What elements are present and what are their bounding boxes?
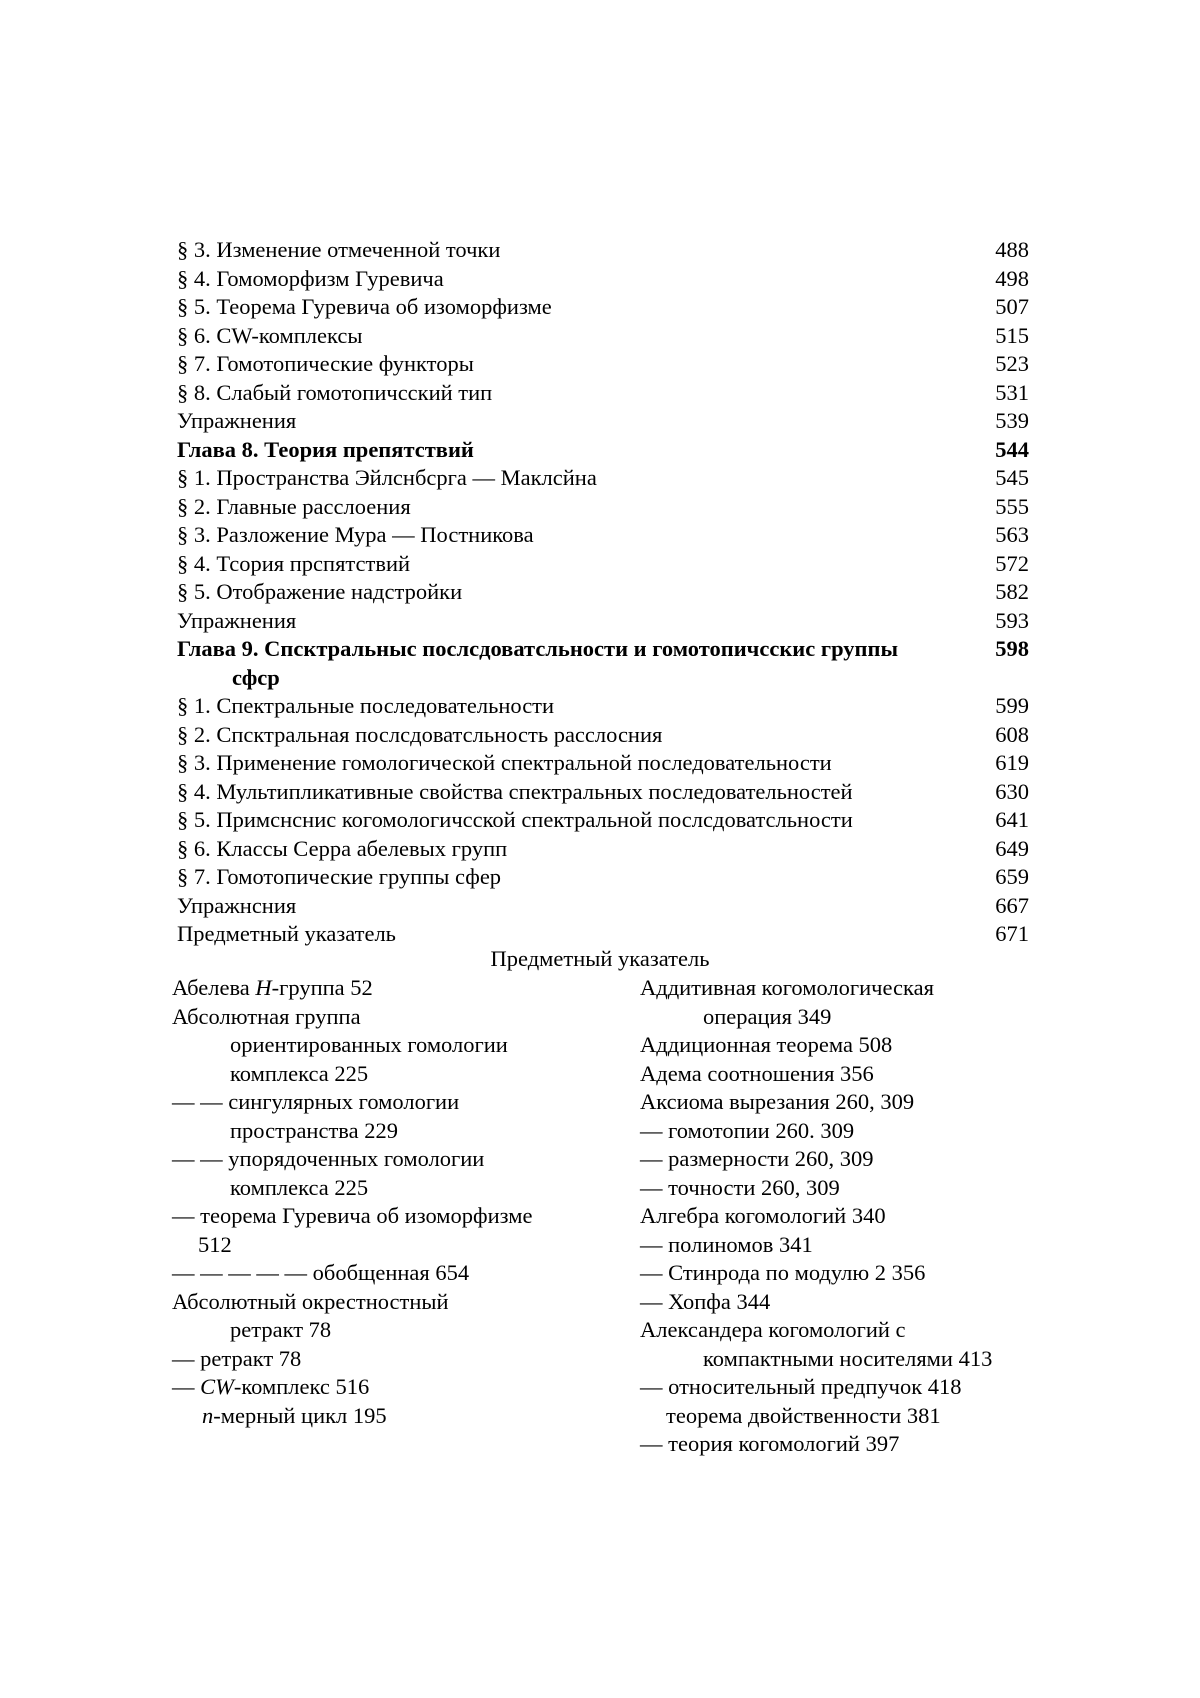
index-entry: операция 349 (703, 1003, 832, 1029)
toc-entry (177, 721, 1029, 750)
toc-entry-title (177, 436, 474, 465)
toc-entry-title (177, 578, 462, 607)
toc-entry-title-text: § 1. Пространства Эйлснбсрга — Маклсйна (177, 465, 597, 490)
toc-entry-title (177, 407, 296, 436)
index-entry: — — сингулярных гомологии (172, 1089, 460, 1114)
toc-entry (177, 265, 1029, 294)
toc-entry-page: 555 (995, 493, 1029, 519)
index-entry-italic: n (202, 1402, 214, 1428)
index-entry: — гомотопии 260. 309 (640, 1117, 855, 1143)
toc-entry-page: 582 (995, 579, 1029, 604)
toc-entry-title (177, 721, 662, 750)
index-entry: — ретракт 78 (172, 1345, 302, 1371)
toc-entry-title-text: § 4. Гомоморфизм Гуревича (177, 265, 444, 291)
toc-entry-title-text: § 5. Отображение надстройки (177, 579, 463, 604)
toc-entry (177, 607, 1029, 636)
index-entry: Абсолютный окрестностный (172, 1288, 449, 1314)
toc-entry-title-text: Глава 8. Теория препятствий (177, 436, 474, 462)
toc-entry-title (177, 265, 444, 294)
toc-entry (177, 550, 1029, 579)
index-heading: Предметный указатель (490, 946, 710, 971)
index-column-left (172, 974, 612, 1430)
index-entry: — Стинрода по модулю 2 356 (640, 1260, 926, 1285)
toc-entry-title (177, 607, 296, 636)
index-entry (172, 1402, 612, 1431)
toc-entry-title (177, 521, 534, 550)
toc-entry-page: 649 (995, 835, 1029, 861)
toc-entry-page: 641 (995, 807, 1029, 832)
toc-entry-title-text: § 6. CW-комплексы (177, 322, 363, 348)
index-entry: — полиномов 341 (640, 1231, 813, 1257)
toc-entry-page: 667 (995, 892, 1029, 918)
toc-entry (177, 379, 1029, 408)
table-of-contents (177, 236, 1029, 949)
index-entry: — теорема Гуревича об изоморфизме (172, 1203, 533, 1228)
toc-entry (177, 892, 1029, 921)
index-entry: комплекса 225 (230, 1174, 369, 1200)
toc-entry-title-text: Глава 9. Спсктральныс послсдоватсльности и гомотопичсскис группы (177, 636, 899, 661)
toc-entry-title (177, 350, 474, 379)
toc-entry-page: 515 (995, 322, 1029, 348)
toc-entry-page: 507 (995, 294, 1029, 319)
index-entry-suffix: -комплекс 516 (233, 1374, 370, 1399)
toc-entry-title (177, 778, 853, 807)
index-entry: теорема двойственности 381 (666, 1402, 941, 1428)
index-column-right (640, 974, 1060, 1459)
index-entry: Адема соотношения 356 (640, 1060, 874, 1086)
toc-entry-page: 619 (995, 750, 1029, 775)
toc-entry-page: 563 (995, 522, 1029, 547)
toc-entry-title (177, 692, 554, 721)
toc-entry-title-text: § 3. Применение гомологической спектральной последовательности (177, 750, 832, 775)
index-entry: — — — — — обобщенная 654 (172, 1260, 470, 1285)
toc-entry (177, 635, 1029, 692)
index-entry-suffix: -группа 52 (271, 975, 373, 1000)
toc-entry-title-text: § 8. Слабый гомотопичсский тип (177, 379, 493, 405)
toc-entry-page: 531 (995, 379, 1029, 405)
index-entry: ориентированных гомологии (230, 1032, 508, 1057)
index-entry-italic: CW (200, 1374, 234, 1399)
toc-entry-page: 593 (995, 607, 1029, 633)
toc-entry (177, 293, 1029, 322)
toc-entry (177, 521, 1029, 550)
toc-entry-title (177, 550, 410, 579)
toc-entry-page: 545 (995, 465, 1029, 490)
toc-entry-title (177, 863, 501, 892)
index-entry: Александера когомологий с (640, 1317, 906, 1342)
toc-entry-title (177, 835, 507, 864)
toc-entry-page: 572 (995, 550, 1029, 576)
toc-entry (177, 692, 1029, 721)
toc-entry-page: 599 (995, 693, 1029, 718)
index-entry: — теория когомологий 397 (640, 1431, 900, 1456)
index-entry: — Хопфа 344 (640, 1288, 771, 1314)
toc-entry (177, 778, 1029, 807)
toc-entry (177, 464, 1029, 493)
index-entry: Алгебра когомологий 340 (640, 1203, 886, 1228)
toc-entry-page: 488 (995, 237, 1029, 262)
toc-entry-title-text: § 5. Теорема Гуревича об изоморфизме (177, 294, 552, 319)
toc-entry-title-text: Упражнения (177, 408, 297, 433)
index-entry (172, 974, 612, 1003)
toc-entry-title-text: § 4. Тсория прспятствий (177, 550, 411, 576)
toc-entry-title (177, 635, 898, 692)
toc-entry-page: 523 (995, 351, 1029, 376)
index-entry: комплекса 225 (230, 1060, 369, 1086)
toc-entry (177, 236, 1029, 265)
index-entry: компактными носителями 413 (703, 1345, 993, 1371)
index-entry: — относительный предпучок 418 (640, 1374, 962, 1399)
toc-entry-page: 608 (995, 721, 1029, 747)
toc-entry-title-text: § 6. Классы Серра абелевых групп (177, 835, 508, 861)
toc-entry-title (177, 749, 832, 778)
toc-entry-page: 630 (995, 778, 1029, 804)
toc-entry-page: 544 (995, 436, 1029, 462)
toc-entry (177, 322, 1029, 351)
toc-entry (177, 436, 1029, 465)
toc-entry-title-text: § 2. Спсктральная послсдоватсльность расслосния (177, 721, 663, 747)
index-entry: Аддиционная теорема 508 (640, 1032, 893, 1057)
toc-entry-title-text: Предметный указатель (177, 921, 396, 946)
toc-entry-title-text: § 1. Спектральные последовательности (177, 693, 555, 718)
toc-entry-title-text: Упражнения (177, 607, 297, 633)
index-entry: пространства 229 (230, 1117, 398, 1143)
toc-entry (177, 578, 1029, 607)
index-entry-suffix: -мерный цикл 195 (213, 1402, 387, 1428)
toc-entry-title-text: § 4. Мультипликативные свойства спектральных последовательностей (177, 778, 853, 804)
index-entry-prefix: Абелева (172, 975, 256, 1000)
toc-entry-title-continuation: сфср (232, 664, 280, 690)
toc-entry-title-text: § 3. Изменение отмеченной точки (177, 237, 501, 262)
toc-entry-title (177, 379, 492, 408)
toc-entry-title-text: § 2. Главные расслоения (177, 493, 411, 519)
index-entry: Аксиома вырезания 260, 309 (640, 1089, 915, 1114)
index-entry-prefix: — (172, 1374, 201, 1399)
toc-entry-title (177, 464, 597, 493)
toc-entry (177, 407, 1029, 436)
toc-entry-title-text: § 7. Гомотопические функторы (177, 351, 474, 376)
toc-entry-page: 539 (995, 408, 1029, 433)
index-entry: — — упорядоченных гомологии (172, 1146, 485, 1171)
toc-entry-page: 498 (995, 265, 1029, 291)
toc-entry (177, 493, 1029, 522)
index-entry (172, 1373, 612, 1402)
index-entry: Абсолютная группа (172, 1003, 361, 1029)
toc-entry-page: 659 (995, 864, 1029, 889)
toc-entry-title (177, 493, 411, 522)
toc-entry-title-text: Упражнсния (177, 892, 297, 918)
toc-entry (177, 350, 1029, 379)
index-entry: — размерности 260, 309 (640, 1146, 874, 1171)
toc-entry (177, 835, 1029, 864)
toc-entry-title-text: § 5. Примснснис когомологичсской спектральной послсдоватсльности (177, 807, 853, 832)
toc-entry-page: 671 (995, 921, 1029, 946)
toc-entry-title (177, 322, 362, 351)
toc-entry-title (177, 293, 552, 322)
toc-entry-title-text: § 7. Гомотопические группы сфер (177, 864, 502, 889)
toc-entry-title (177, 236, 500, 265)
index-entry: — точности 260, 309 (640, 1174, 840, 1200)
toc-entry-title (177, 892, 296, 921)
index-entry: 512 (198, 1231, 232, 1257)
index-entry: Аддитивная когомологическая (640, 975, 934, 1000)
toc-entry-title-text: § 3. Разложение Мура — Постникова (177, 522, 534, 547)
toc-entry-page: 598 (995, 636, 1029, 661)
toc-entry (177, 749, 1029, 778)
toc-entry-title (177, 806, 853, 835)
toc-entry (177, 806, 1029, 835)
index-entry-italic: H (255, 975, 272, 1000)
index-entry: ретракт 78 (230, 1317, 332, 1342)
toc-entry (177, 863, 1029, 892)
